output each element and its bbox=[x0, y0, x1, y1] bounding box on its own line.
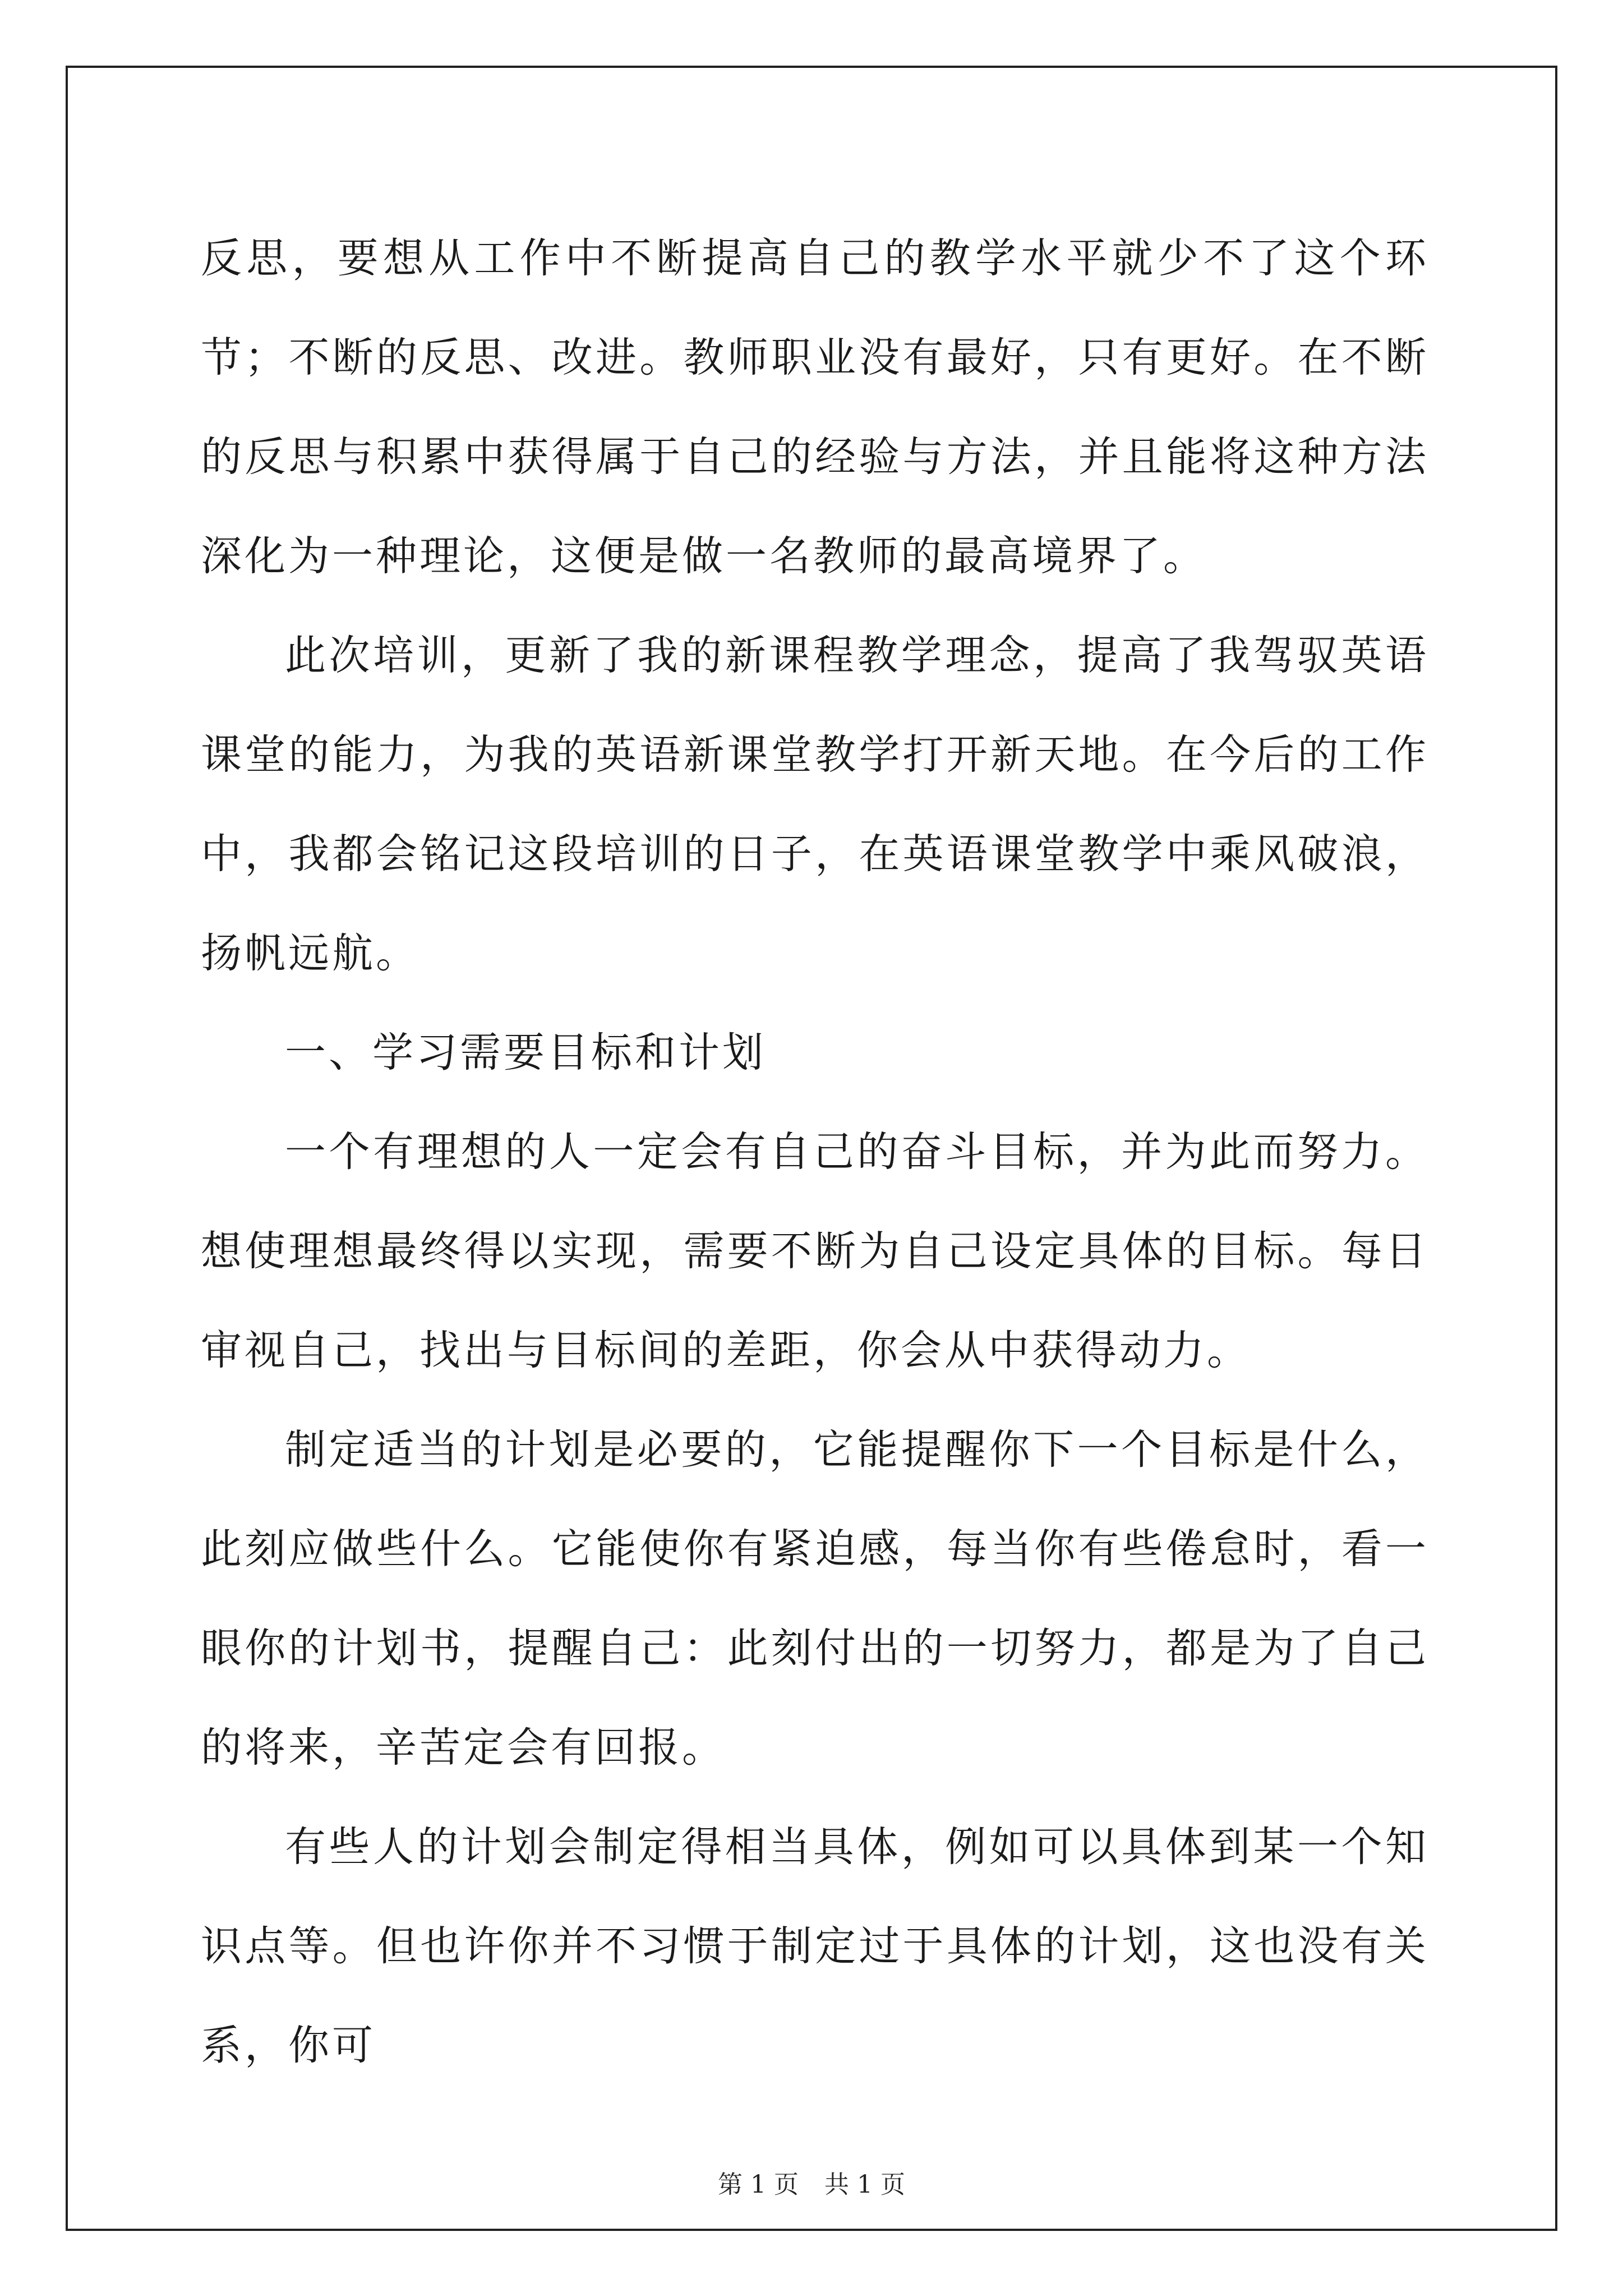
paragraph-5: 有些人的计划会制定得相当具体，例如可以具体到某一个知识点等。但也许你并不习惯于制定过于具体的计划，这也没有关系，你可 bbox=[201, 1823, 1429, 2069]
paragraph-1: 反思，要想从工作中不断提高自己的教学水平就少不了这个环节；不断的反思、改进。教师职业没有最好，只有更好。在不断的反思与积累中获得属于自己的经验与方法，并且能将这种方法深化为一种理论，这便是做一名教师的最高境界了。 bbox=[201, 234, 1429, 580]
total-pages: 共 1 页 bbox=[824, 2170, 905, 2199]
paragraph-3: 一个有理想的人一定会有自己的奋斗目标，并为此而努力。想使理想最终得以实现，需要不断为自己设定具体的目标。每日审视自己，找出与目标间的差距，你会从中获得动力。 bbox=[201, 1128, 1429, 1374]
paragraph-4: 制定适当的计划是必要的，它能提醒你下一个目标是什么，此刻应做些什么。它能使你有紧迫感，每当你有些倦怠时，看一眼你的计划书，提醒自己：此刻付出的一切努力，都是为了自己的将来，辛苦定会有回报。 bbox=[201, 1426, 1429, 1772]
page-footer bbox=[0, 2168, 1623, 2202]
document-body bbox=[201, 209, 1429, 2095]
section-heading: 一、学习需要目标和计划 bbox=[285, 1029, 766, 1076]
paragraph-2: 此次培训，更新了我的新课程教学理念，提高了我驾驭英语课堂的能力，为我的英语新课堂教学打开新天地。在今后的工作中，我都会铭记这段培训的日子，在英语课堂教学中乘风破浪，扬帆远航。 bbox=[201, 632, 1429, 977]
page-number: 第 1 页 bbox=[718, 2170, 799, 2199]
